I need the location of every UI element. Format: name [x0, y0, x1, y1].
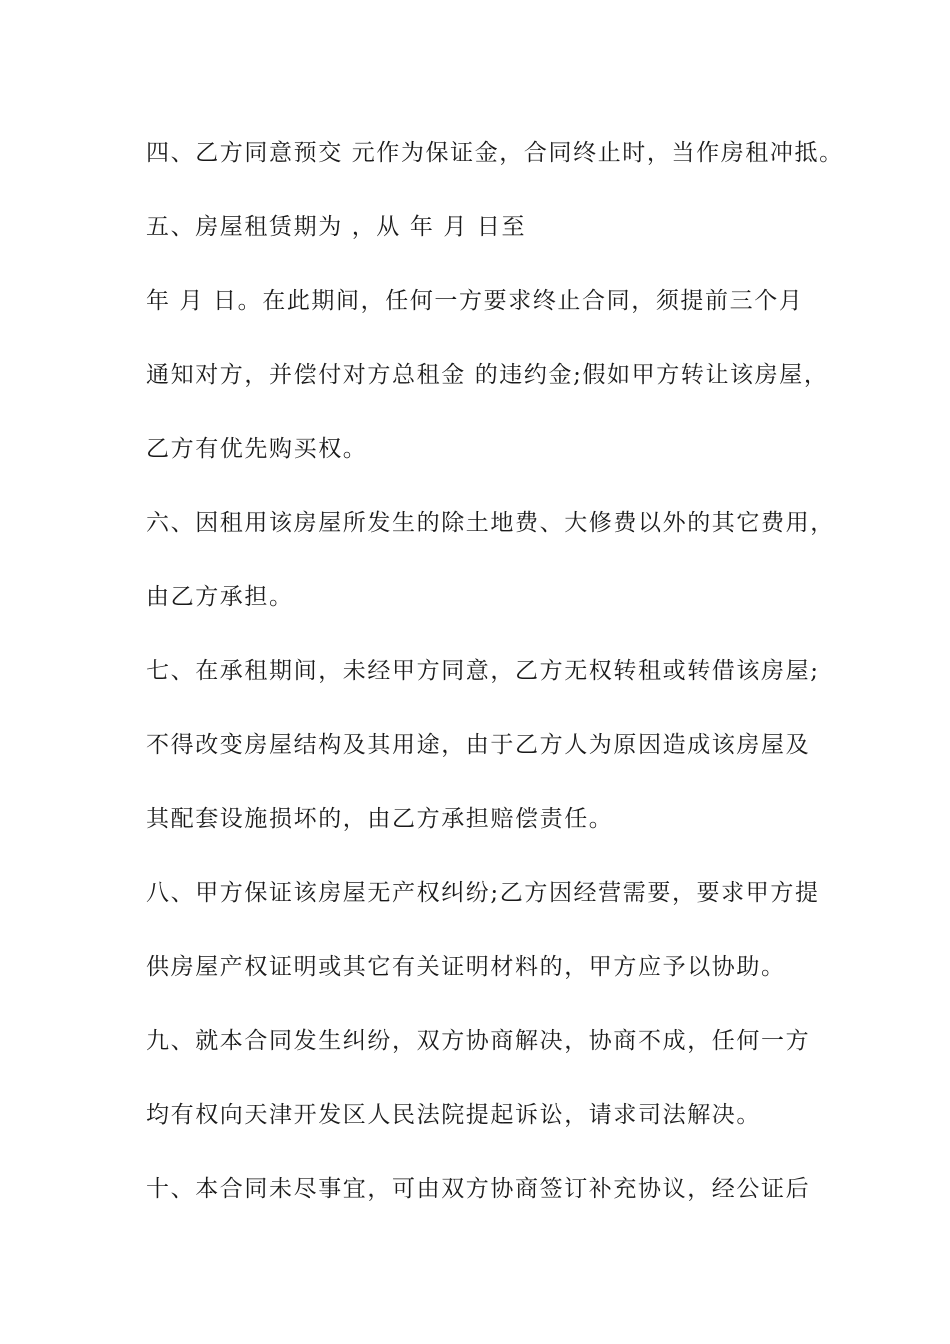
clause-6-line-1: 六、因租用该房屋所发生的除土地费、大修费以外的其它费用，	[146, 510, 835, 536]
clause-10-line-1: 十、本合同未尽事宜，可由双方协商签订补充协议，经公证后	[146, 1176, 811, 1202]
clause-5-line-4: 乙方有优先购买权。	[146, 436, 368, 462]
clause-9-line-1: 九、就本合同发生纠纷，双方协商解决，协商不成，任何一方	[146, 1028, 811, 1054]
clause-7-line-1: 七、在承租期间，未经甲方同意，乙方无权转租或转借该房屋;	[146, 658, 820, 684]
clause-8-line-2: 供房屋产权证明或其它有关证明材料的，甲方应予以协助。	[146, 954, 786, 980]
clause-7-line-3: 其配套设施损坏的，由乙方承担赔偿责任。	[146, 806, 614, 832]
clause-9-line-2: 均有权向天津开发区人民法院提起诉讼，请求司法解决。	[146, 1102, 761, 1128]
clause-4-line-1: 四、乙方同意预交 元作为保证金，合同终止时，当作房租冲抵。	[146, 140, 844, 166]
clause-6-line-2: 由乙方承担。	[146, 584, 294, 610]
clause-7-line-2: 不得改变房屋结构及其用途，由于乙方人为原因造成该房屋及	[146, 732, 811, 758]
clause-5-line-2: 年 月 日。在此期间，任何一方要求终止合同，须提前三个月	[146, 288, 804, 314]
clause-8-line-1: 八、甲方保证该房屋无产权纠纷;乙方因经营需要，要求甲方提	[146, 880, 820, 906]
clause-5-line-3: 通知对方，并偿付对方总租金 的违约金;假如甲方转让该房屋，	[146, 362, 829, 388]
clause-5-line-1: 五、房屋租赁期为 ，从 年 月 日至	[146, 214, 527, 240]
